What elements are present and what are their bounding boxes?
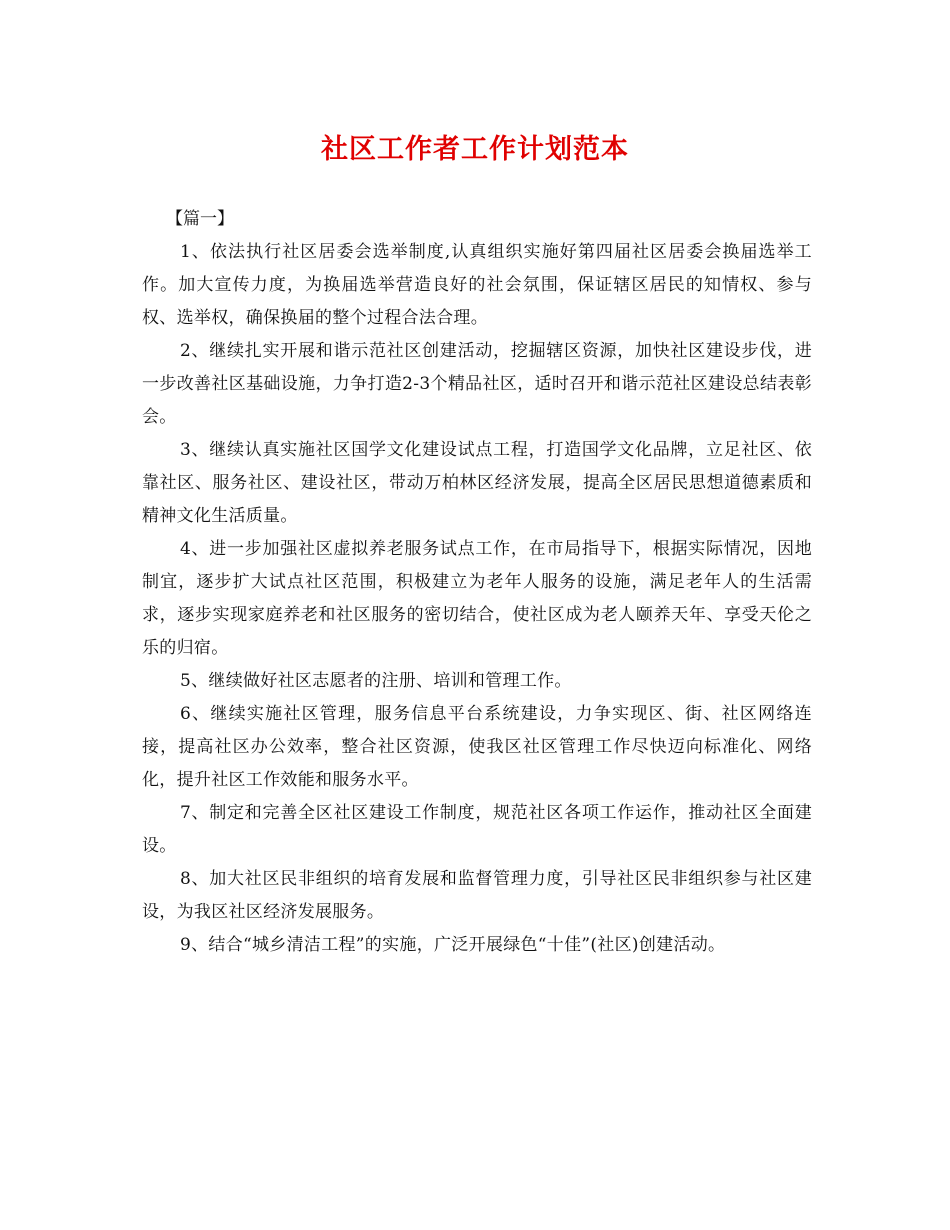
document-title: 社区工作者工作计划范本 bbox=[321, 134, 629, 165]
paragraph-6: 6、继续实施社区管理，服务信息平台系统建设，力争实现区、街、社区网络连接，提高社区办公效率，整合社区资源，使我区社区管理工作尽快迈向标准化、网络化，提升社区工作效能和服务水平。 bbox=[142, 704, 812, 790]
document-body bbox=[142, 203, 812, 962]
paragraph-7: 7、制定和完善全区社区建设工作制度，规范社区各项工作运作，推动社区全面建设。 bbox=[142, 803, 812, 856]
paragraph-1: 1、依法执行社区居委会选举制度,认真组织实施好第四届社区居委会换届选举工作。加大宣传力度，为换届选举营造良好的社会氛围，保证辖区居民的知情权、参与权、选举权，确保换届的整个过程合法合理。 bbox=[142, 242, 812, 328]
section-label: 【篇一】 bbox=[166, 209, 234, 229]
paragraph-2: 2、继续扎实开展和谐示范社区创建活动，挖掘辖区资源，加快社区建设步伐，进一步改善社区基础设施，力争打造2-3个精品社区，适时召开和谐示范社区建设总结表彰会。 bbox=[142, 341, 812, 427]
paragraph-3: 3、继续认真实施社区国学文化建设试点工程，打造国学文化品牌，立足社区、依靠社区、服务社区、建设社区，带动万柏林区经济发展，提高全区居民思想道德素质和精神文化生活质量。 bbox=[142, 440, 812, 526]
paragraph-8: 8、加大社区民非组织的培育发展和监督管理力度，引导社区民非组织参与社区建设，为我区社区经济发展服务。 bbox=[142, 869, 812, 922]
paragraph-5: 5、继续做好社区志愿者的注册、培训和管理工作。 bbox=[180, 671, 572, 691]
paragraph-4: 4、进一步加强社区虚拟养老服务试点工作，在市局指导下，根据实际情况，因地制宜，逐步扩大试点社区范围，积极建立为老年人服务的设施，满足老年人的生活需求，逐步实现家庭养老和社区服务的密切结合，使社区成为老人颐养天年、享受天伦之乐的归宿。 bbox=[142, 539, 812, 658]
paragraph-9: 9、结合“城乡清洁工程”的实施，广泛开展绿色“十佳”(社区)创建活动。 bbox=[180, 935, 726, 955]
